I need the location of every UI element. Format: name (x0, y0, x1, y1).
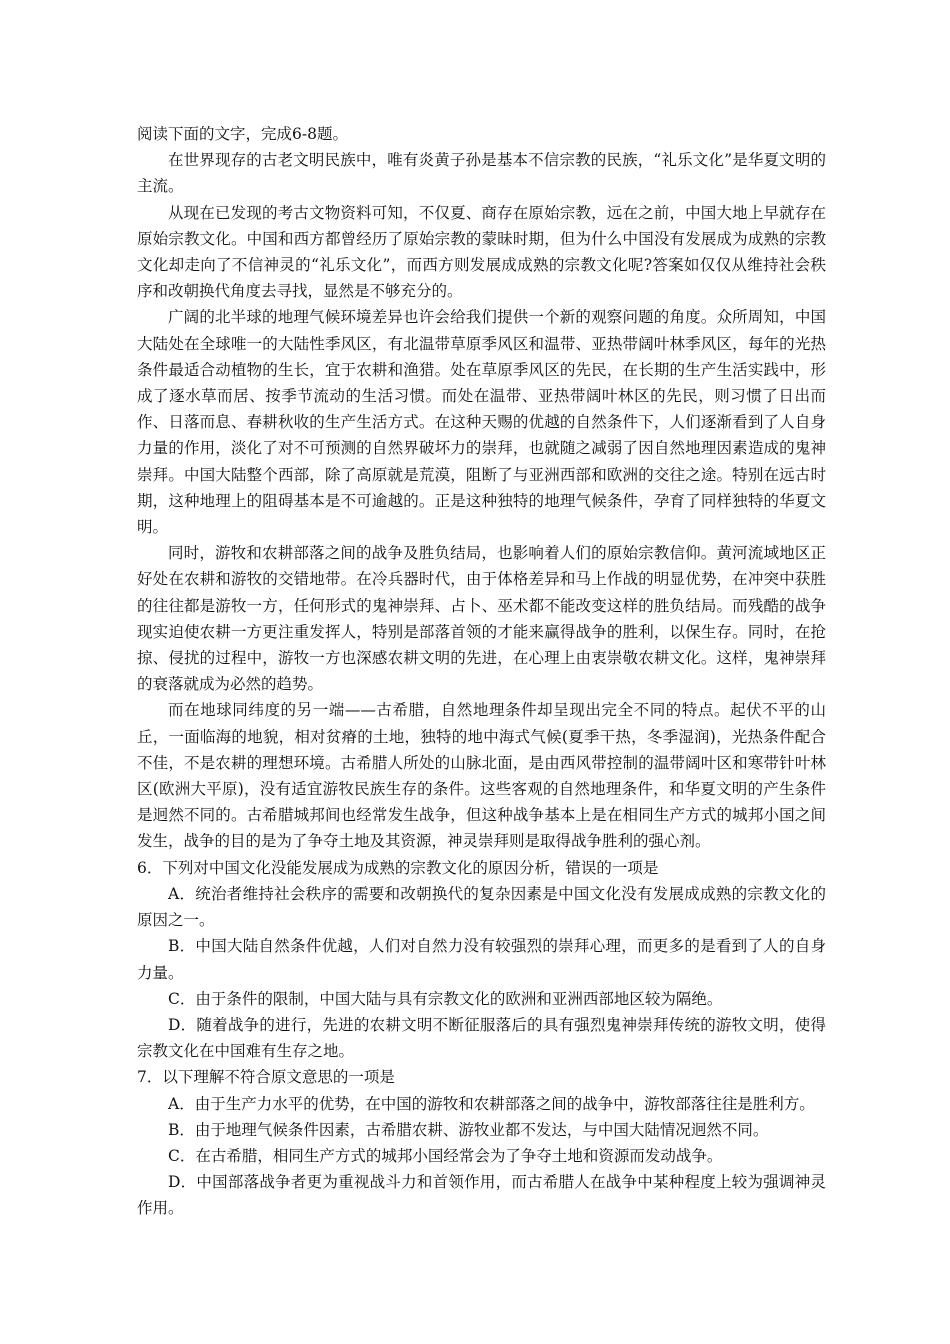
question-7-option-d: D．中国部落战争者更为重视战斗力和首领作用，而古希腊人在战争中某种程度上较为强调神灵作用。 (137, 1173, 826, 1218)
question-7-stem: 7．以下理解不符合原文意思的一项是 (137, 1068, 395, 1087)
question-7-option-b: B．由于地理气候条件因素，古希腊农耕、游牧业都不发达，与中国大陆情况迥然不同。 (168, 1120, 769, 1139)
question-6-option-b: B．中国大陆自然条件优越，人们对自然力没有较强烈的崇拜心理，而更多的是看到了人的自身力量。 (137, 937, 826, 982)
passage-paragraph-3: 广阔的北半球的地理气候环境差异也许会给我们提供一个新的观察问题的角度。众所周知，中国大陆处在全球唯一的大陆性季风区，有北温带草原季风区和温带、亚热带阔叶林季风区，每年的光热条件最适合动植物的生长，宜于农耕和渔猎。处在草原季风区的先民，在长期的生产生活实践中，形成了逐水草而居、按季节流动的生活习惯。而处在温带、亚热带阔叶林区的先民，则习惯了日出而作、日落而息、春耕秋收的生产生活方式。在这种天赐的优越的自然条件下，人们逐渐看到了人自身力量的作用，淡化了对不可预测的自然界破坏力的崇拜，也就随之减弱了因自然地理因素造成的鬼神崇拜。中国大陆整个西部，除了高原就是荒漠，阻断了与亚洲西部和欧洲的交往之途。特别在远古时期，这种地理上的阻碍基本是不可逾越的。正是这种独特的地理气候条件，孕育了同样独特的华夏文明。 (137, 308, 826, 537)
question-6-option-d: D．随着战争的进行，先进的农耕文明不断征服落后的具有强烈鬼神崇拜传统的游牧文明，使得宗教文化在中国难有生存之地。 (137, 1015, 826, 1061)
question-6-option-c: C．由于条件的限制，中国大陆与具有宗教文化的欧洲和亚洲西部地区较为隔绝。 (168, 989, 723, 1008)
passage-paragraph-5: 而在地球同纬度的另一端——古希腊，自然地理条件却呈现出完全不同的特点。起伏不平的山丘，一面临海的地貌，相对贫瘠的土地，独特的地中海式气候(夏季干热，冬季湿润)，光热条件配合不佳，不是农耕的理想环境。古希腊人所处的山脉北面，是由西风带控制的温带阔叶区和寒带针叶林区(欧洲大平原)，没有适宜游牧民族生存的条件。这些客观的自然地理条件，和华夏文明的产生条件是迥然不同的。古希腊城邦间也经常发生战争，但这种战争基本上是在相同生产方式的城邦小国之间发生，战争的目的是为了争夺土地及其资源，神灵崇拜则是取得战争胜利的强心剂。 (137, 701, 826, 851)
passage-paragraph-2: 从现在已发现的考古文物资料可知，不仅夏、商存在原始宗教，远在之前，中国大地上早就存在原始宗教文化。中国和西方都曾经历了原始宗教的蒙昧时期，但为什么中国没有发展成为成熟的宗教文化却走向了不信神灵的“礼乐文化”，而西方则发展成成熟的宗教文化呢?答案如仅仅从维持社会秩序和改朝换代角度去寻找，显然是不够充分的。 (137, 203, 826, 301)
passage-paragraph-4: 同时，游牧和农耕部落之间的战争及胜负结局，也影响着人们的原始宗教信仰。黄河流域地区正好处在农耕和游牧的交错地带。在冷兵器时代，由于体格差异和马上作战的明显优势，在冲突中获胜的往往都是游牧一方，任何形式的鬼神崇拜、占卜、巫术都不能改变这样的胜负结局。而残酷的战争现实迫使农耕一方更注重发挥人，特别是部落首领的才能来赢得战争的胜利，以保生存。同时，在抢掠、侵扰的过程中，游牧一方也深感农耕文明的先进，在心理上由衷崇敬农耕文化。这样，鬼神崇拜的衰落就成为必然的趋势。 (137, 544, 826, 694)
question-6-stem: 6．下列对中国文化没能发展成为成熟的宗教文化的原因分析，错误的一项是 (137, 858, 659, 877)
passage-paragraph-1: 在世界现存的古老文明民族中，唯有炎黄子孙是基本不信宗教的民族，“礼乐文化”是华夏文明的主流。 (137, 151, 826, 196)
question-7-option-a: A．由于生产力水平的优势，在中国的游牧和农耕部落之间的战争中，游牧部落往往是胜利方。 (168, 1094, 815, 1113)
reading-instruction: 阅读下面的文字，完成6-8题。 (137, 125, 348, 143)
question-7-option-c: C．在古希腊，相同生产方式的城邦小国经常会为了争夺土地和资源而发动战争。 (168, 1146, 723, 1165)
question-6-option-a: A．统治者维持社会秩序的需要和改朝换代的复杂因素是中国文化没有发展成成熟的宗教文化的原因之一。 (137, 884, 826, 930)
